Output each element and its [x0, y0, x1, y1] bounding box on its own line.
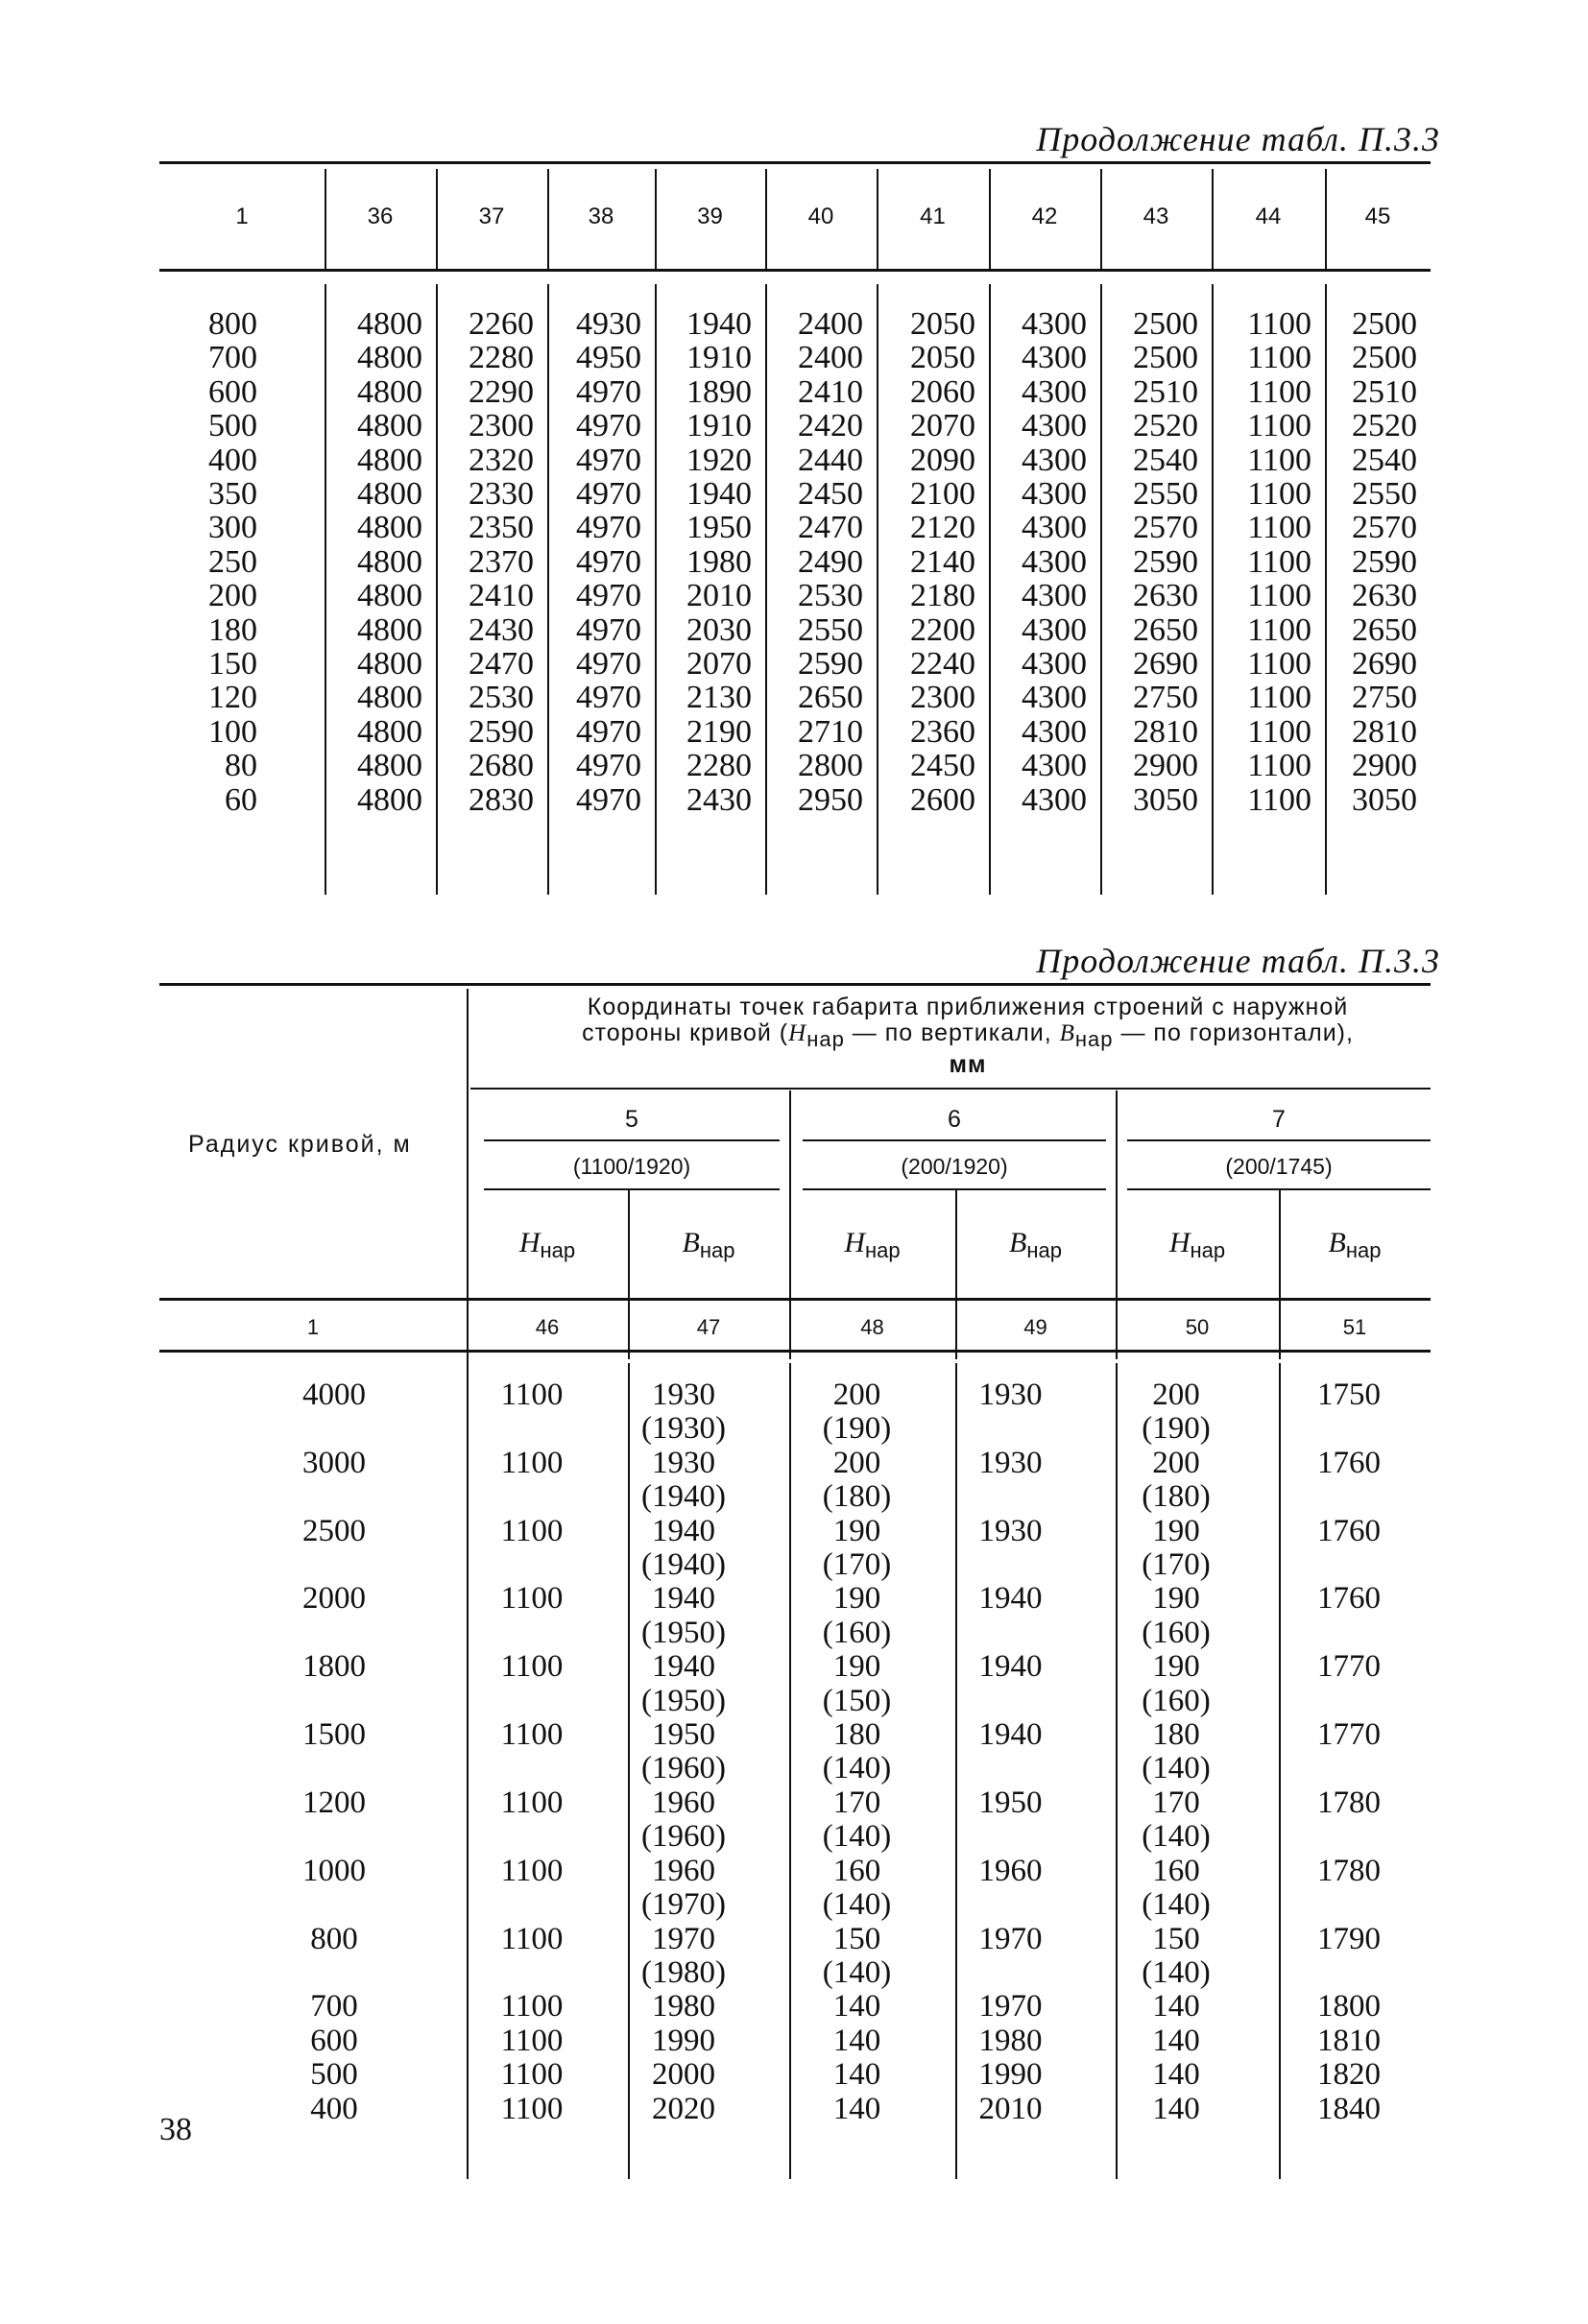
table2-subheader-5: $H_{нар}$	[1168, 1227, 1226, 1262]
table2-subheader-6: $B_{нар}$	[1328, 1227, 1382, 1262]
table2-title-line1: Координаты точек габарита приближения строений с наружной	[587, 994, 1349, 1020]
table1-caption: Продолжение табл. П.3.3	[1036, 120, 1440, 158]
table1-body-divider	[1325, 284, 1327, 895]
table2-group-sub-2: (200/1920)	[901, 1154, 1008, 1179]
table1-column-4: 1940 1910 1890 1910 1920 1940 1950 1980 2010 2030 2070 2130 2190 2280 2430	[686, 306, 752, 818]
table1-column-5: 2400 2400 2410 2420 2440 2450 2470 2490 2530 2550 2590 2650 2710 2800 2950	[798, 306, 863, 818]
table2-group-number-3: 7	[1272, 1106, 1286, 1133]
table1-header-divider	[765, 169, 767, 269]
table2-subheader-1: $H_{нар}$	[518, 1227, 576, 1262]
table2-title-line3: мм	[949, 1051, 987, 1078]
table1-column-7: 4300 4300 4300 4300 4300 4300 4300 4300 4300 4300 4300 4300 4300 4300 4300	[1022, 306, 1087, 818]
table2-column-number-5: 50	[1185, 1315, 1210, 1339]
table1-header-2: 37	[478, 204, 505, 229]
table1-header-6: 41	[920, 204, 946, 229]
table2-subheader-4: $B_{нар}$	[1009, 1227, 1062, 1262]
table1-top-rule	[159, 161, 1431, 164]
table2-title-line2: стороны кривой ($H_{нар}$ — по вертикали, $B_{нар}$ — по горизонтали),	[582, 1019, 1354, 1051]
table2-column-number-6: 51	[1342, 1315, 1367, 1339]
table1-body-divider	[1100, 284, 1102, 895]
table1-header-divider	[1325, 169, 1327, 269]
table2-group-rule	[1127, 1188, 1431, 1190]
table2-group-sub-3: (200/1745)	[1225, 1154, 1333, 1179]
table1-body-divider	[877, 284, 878, 895]
table1-header-5: 40	[807, 204, 834, 229]
table1-body-divider	[547, 284, 549, 895]
table1-header-0: 1	[235, 204, 249, 229]
table1-body-divider	[1212, 284, 1214, 895]
table2-group-rule	[1127, 1139, 1431, 1141]
table1-header-1: 36	[367, 204, 394, 229]
table2-column-c47: 1930 (1930) 1930 (1940) 1940 (1940) 1940 (1950) 1940 (1950) 1950 (1960) 1960 (1960) 1960 (1970) 1970 (1980) 1980 1990 2000 2020	[641, 1378, 726, 2126]
table2-column-number-2: 47	[696, 1315, 721, 1339]
table1-body-divider	[436, 284, 438, 895]
table1-column-10: 2500 2500 2510 2520 2540 2550 2570 2590 2630 2650 2690 2750 2810 2900 3050	[1352, 306, 1417, 818]
table1-header-divider	[1100, 169, 1102, 269]
table1-body-divider	[325, 284, 326, 895]
table1-column-8: 2500 2500 2510 2520 2540 2550 2570 2590 2630 2650 2690 2750 2810 2900 3050	[1133, 306, 1198, 818]
page-number: 38	[159, 2112, 192, 2147]
table1-column-9: 1100 1100 1100 1100 1100 1100 1100 1100 1100 1100 1100 1100 1100 1100 1100	[1247, 306, 1311, 818]
table2-subheader-rule	[159, 1298, 1431, 1301]
table1-column-0: 800 700 600 500 400 350 300 250 200 180 150 120 100 80 60	[208, 306, 257, 818]
table1-header-divider	[436, 169, 438, 269]
table2-colnum-rule	[159, 1350, 1431, 1353]
table1-header-3: 38	[588, 204, 614, 229]
table1-header-9: 44	[1255, 204, 1282, 229]
table1-body-divider	[765, 284, 767, 895]
table1-body-divider	[989, 284, 991, 895]
table1-header-7: 42	[1031, 204, 1058, 229]
table2-column-c48: 200 (190) 200 (180) 190 (170) 190 (160) 190 (150) 180 (140) 170 (140) 160 (140) 150 (140) 140 140 140 140	[822, 1378, 892, 2126]
table2-group-number-2: 6	[948, 1106, 961, 1133]
table2-group-rule	[803, 1139, 1106, 1141]
table1-header-divider	[989, 169, 991, 269]
table2-group-rule	[803, 1188, 1106, 1190]
table2-column-radius: 4000 3000 2500 2000 1800 1500 1200 1000 800 700 600 500 400	[302, 1378, 366, 2126]
table2-column-number-3: 48	[860, 1315, 884, 1339]
table1-header-divider	[655, 169, 657, 269]
table2-title	[507, 994, 1429, 1078]
table2-radius-header: Радиус кривой, м	[188, 1131, 412, 1158]
table2-title-rule	[470, 1088, 1431, 1090]
table2-divider	[467, 989, 469, 1411]
table2-divider	[1116, 1090, 1118, 1350]
table2-column-c49: 1930 1930 1930 1940 1940 1940 1950 1960 1970 1970 1980 1990 2010	[978, 1378, 1043, 2126]
table2-divider	[789, 1090, 791, 1350]
table1-column-1: 4800 4800 4800 4800 4800 4800 4800 4800 4800 4800 4800 4800 4800 4800 4800	[357, 306, 422, 818]
table2-subheader-2: $B_{нар}$	[682, 1227, 735, 1262]
table1-column-2: 2260 2280 2290 2300 2320 2330 2350 2370 2410 2430 2470 2530 2590 2680 2830	[469, 306, 534, 818]
table1-header-10: 45	[1364, 204, 1391, 229]
table2-column-c50: 200 (190) 200 (180) 190 (170) 190 (160) 190 (160) 180 (140) 170 (140) 160 (140) 150 (140) 140 140 140 140	[1142, 1378, 1211, 2126]
table1-header-divider	[877, 169, 878, 269]
table2-column-number-0: 1	[306, 1315, 320, 1339]
table1-header-8: 43	[1143, 204, 1169, 229]
table2-column-number-4: 49	[1023, 1315, 1047, 1339]
table2-group-rule	[484, 1188, 780, 1190]
table2-column-number-1: 46	[535, 1315, 560, 1339]
table1-column-6: 2050 2050 2060 2070 2090 2100 2120 2140 2180 2200 2240 2300 2360 2450 2600	[910, 306, 975, 818]
table2-caption: Продолжение табл. П.3.3	[1036, 942, 1440, 980]
table2-top-rule	[159, 983, 1431, 986]
table2-column-c51: 1750 1760 1760 1760 1770 1770 1780 1780 1790 1800 1810 1820 1840	[1317, 1378, 1381, 2126]
table2-column-c46: 1100 1100 1100 1100 1100 1100 1100 1100 1100 1100 1100 1100 1100	[500, 1378, 564, 2126]
table2-group-rule	[484, 1139, 780, 1141]
table1-header-rule	[159, 269, 1431, 272]
table1-header-divider	[325, 169, 326, 269]
table2-group-number-1: 5	[625, 1106, 638, 1133]
table1-header-divider	[547, 169, 549, 269]
table1-header-divider	[1212, 169, 1214, 269]
table2-group-sub-1: (1100/1920)	[572, 1154, 691, 1179]
table1-column-3: 4930 4950 4970 4970 4970 4970 4970 4970 4970 4970 4970 4970 4970 4970 4970	[576, 306, 641, 818]
table1-header-4: 39	[697, 204, 723, 229]
table2-subheader-3: $H_{нар}$	[844, 1227, 901, 1262]
table1-body-divider	[655, 284, 657, 895]
